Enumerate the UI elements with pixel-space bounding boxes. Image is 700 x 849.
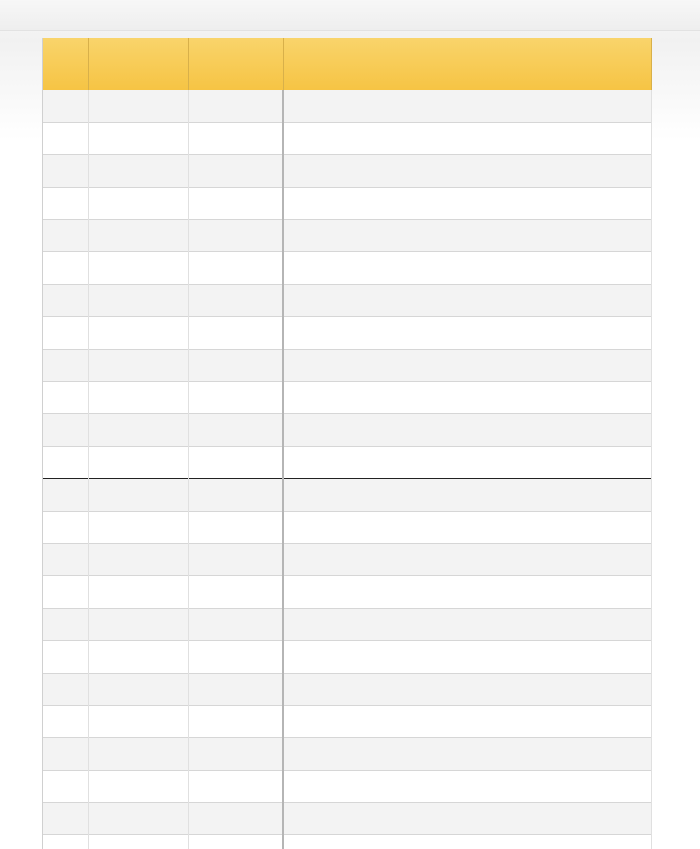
table-row[interactable] [43, 90, 651, 122]
table-row[interactable] [43, 252, 651, 284]
link-cell[interactable] [283, 414, 651, 446]
value-cell[interactable] [188, 511, 283, 543]
table-row[interactable] [43, 803, 651, 835]
table-row[interactable] [43, 220, 651, 252]
value-cell[interactable] [188, 90, 283, 122]
link-cell[interactable] [283, 284, 651, 316]
row-number-cell[interactable] [43, 252, 88, 284]
link-cell[interactable] [283, 349, 651, 381]
link-cell[interactable] [283, 770, 651, 802]
row-number-cell[interactable] [43, 511, 88, 543]
name-cell[interactable] [88, 90, 188, 122]
column-header-name[interactable] [88, 38, 188, 90]
table-row[interactable] [43, 382, 651, 414]
table-row[interactable] [43, 284, 651, 316]
row-number-cell[interactable] [43, 835, 88, 849]
value-cell[interactable] [188, 187, 283, 219]
name-cell[interactable] [88, 382, 188, 414]
name-cell[interactable] [88, 187, 188, 219]
table-row[interactable] [43, 446, 651, 478]
value-cell[interactable] [188, 252, 283, 284]
row-number-cell[interactable] [43, 543, 88, 575]
value-cell[interactable] [188, 543, 283, 575]
value-cell[interactable] [188, 155, 283, 187]
column-header-number[interactable] [43, 38, 88, 90]
link-cell[interactable] [283, 511, 651, 543]
spreadsheet [42, 38, 652, 849]
row-number-cell[interactable] [43, 317, 88, 349]
table-row[interactable] [43, 317, 651, 349]
name-cell[interactable] [88, 317, 188, 349]
row-number-cell[interactable] [43, 803, 88, 835]
row-number-cell[interactable] [43, 641, 88, 673]
link-cell[interactable] [283, 479, 651, 511]
table-row[interactable] [43, 835, 651, 849]
table-row[interactable] [43, 608, 651, 640]
value-cell[interactable] [188, 479, 283, 511]
row-number-cell[interactable] [43, 220, 88, 252]
name-cell[interactable] [88, 705, 188, 737]
value-cell[interactable] [188, 382, 283, 414]
row-number-cell[interactable] [43, 382, 88, 414]
row-number-cell[interactable] [43, 705, 88, 737]
row-number-cell[interactable] [43, 187, 88, 219]
header-row [43, 38, 651, 90]
table-row[interactable] [43, 770, 651, 802]
value-cell[interactable] [188, 446, 283, 478]
top-toolbar [0, 0, 700, 31]
name-cell[interactable] [88, 803, 188, 835]
link-cell[interactable] [283, 705, 651, 737]
name-cell[interactable] [88, 220, 188, 252]
table-row[interactable] [43, 576, 651, 608]
link-cell[interactable] [283, 187, 651, 219]
value-cell[interactable] [188, 608, 283, 640]
value-cell[interactable] [188, 835, 283, 849]
table-row[interactable] [43, 738, 651, 770]
name-cell[interactable] [88, 446, 188, 478]
link-cell[interactable] [283, 252, 651, 284]
table-body [43, 90, 651, 849]
link-cell[interactable] [283, 446, 651, 478]
value-cell[interactable] [188, 220, 283, 252]
name-cell[interactable] [88, 414, 188, 446]
name-cell[interactable] [88, 543, 188, 575]
name-cell[interactable] [88, 641, 188, 673]
table-row[interactable] [43, 349, 651, 381]
link-cell[interactable] [283, 835, 651, 849]
value-cell[interactable] [188, 349, 283, 381]
value-cell[interactable] [188, 122, 283, 154]
value-cell[interactable] [188, 317, 283, 349]
value-cell[interactable] [188, 641, 283, 673]
column-header-link[interactable] [283, 38, 651, 90]
link-cell[interactable] [283, 608, 651, 640]
name-cell[interactable] [88, 479, 188, 511]
name-cell[interactable] [88, 284, 188, 316]
name-cell[interactable] [88, 122, 188, 154]
link-cell[interactable] [283, 576, 651, 608]
name-cell[interactable] [88, 349, 188, 381]
table-row[interactable] [43, 414, 651, 446]
row-number-cell[interactable] [43, 479, 88, 511]
name-cell[interactable] [88, 155, 188, 187]
value-cell[interactable] [188, 705, 283, 737]
value-cell[interactable] [188, 284, 283, 316]
table-row[interactable] [43, 479, 651, 511]
link-cell[interactable] [283, 122, 651, 154]
row-number-cell[interactable] [43, 608, 88, 640]
table-row[interactable] [43, 705, 651, 737]
row-number-cell[interactable] [43, 673, 88, 705]
link-cell[interactable] [283, 543, 651, 575]
value-cell[interactable] [188, 576, 283, 608]
link-cell[interactable] [283, 382, 651, 414]
value-cell[interactable] [188, 414, 283, 446]
row-number-cell[interactable] [43, 155, 88, 187]
table-row[interactable] [43, 511, 651, 543]
name-cell[interactable] [88, 738, 188, 770]
row-number-cell[interactable] [43, 122, 88, 154]
row-number-cell[interactable] [43, 349, 88, 381]
value-cell[interactable] [188, 738, 283, 770]
link-cell[interactable] [283, 738, 651, 770]
table-row[interactable] [43, 543, 651, 575]
name-cell[interactable] [88, 673, 188, 705]
column-header-value[interactable] [188, 38, 283, 90]
value-cell[interactable] [188, 673, 283, 705]
table-row[interactable] [43, 187, 651, 219]
name-cell[interactable] [88, 835, 188, 849]
value-cell[interactable] [188, 770, 283, 802]
name-cell[interactable] [88, 252, 188, 284]
link-cell[interactable] [283, 317, 651, 349]
table-header [43, 38, 651, 90]
row-number-cell[interactable] [43, 576, 88, 608]
name-cell[interactable] [88, 576, 188, 608]
link-cell[interactable] [283, 155, 651, 187]
name-cell[interactable] [88, 511, 188, 543]
data-table [43, 38, 652, 849]
row-number-cell[interactable] [43, 414, 88, 446]
row-number-cell[interactable] [43, 90, 88, 122]
link-cell[interactable] [283, 803, 651, 835]
table-row[interactable] [43, 673, 651, 705]
row-number-cell[interactable] [43, 738, 88, 770]
value-cell[interactable] [188, 803, 283, 835]
row-number-cell[interactable] [43, 284, 88, 316]
link-cell[interactable] [283, 220, 651, 252]
link-cell[interactable] [283, 673, 651, 705]
link-cell[interactable] [283, 641, 651, 673]
table-row[interactable] [43, 122, 651, 154]
table-row[interactable] [43, 641, 651, 673]
name-cell[interactable] [88, 770, 188, 802]
name-cell[interactable] [88, 608, 188, 640]
row-number-cell[interactable] [43, 770, 88, 802]
link-cell[interactable] [283, 90, 651, 122]
table-row[interactable] [43, 155, 651, 187]
row-number-cell[interactable] [43, 446, 88, 478]
